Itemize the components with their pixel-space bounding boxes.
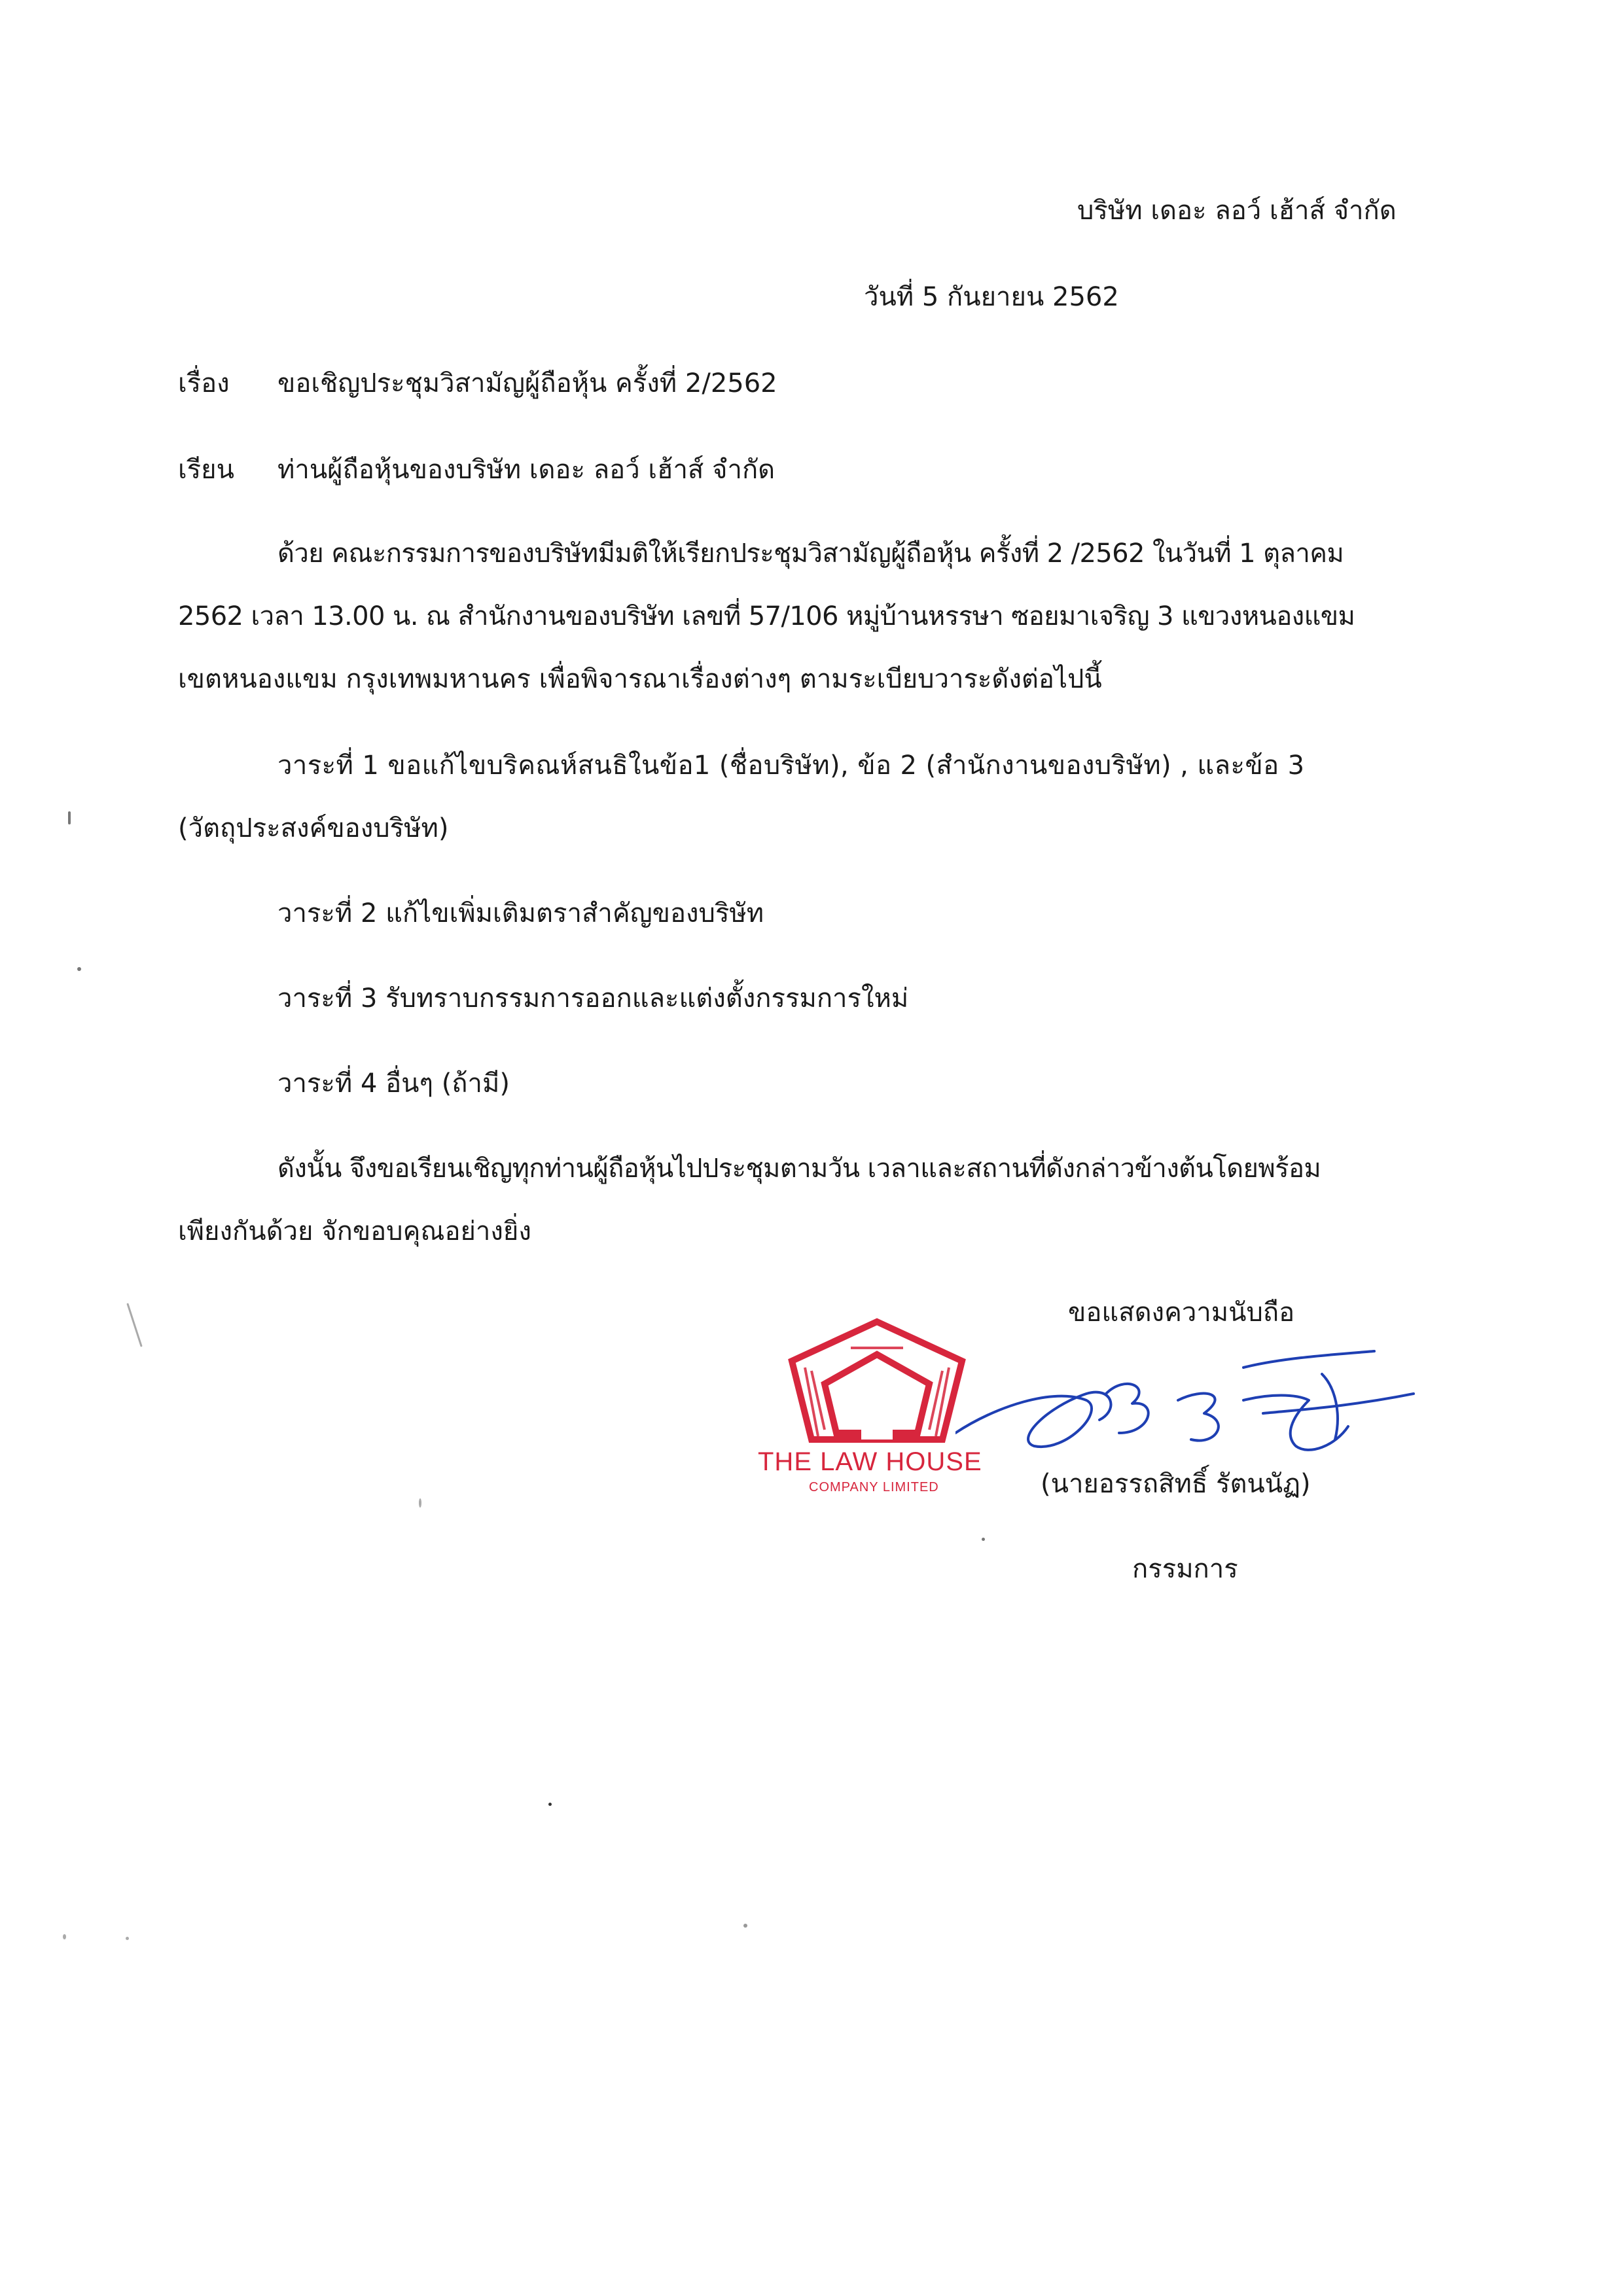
scan-speck	[63, 1934, 66, 1939]
recipient-label: เรียน	[178, 455, 234, 485]
letter-date: วันที่ 5 กันยายน 2562	[864, 282, 1119, 312]
stamp-company-name: THE LAW HOUSE	[758, 1447, 982, 1476]
handwritten-signature	[955, 1348, 1440, 1479]
signatory-name: (นายอรรถสิทธิ์ รัตนนัฏ)	[1041, 1469, 1311, 1499]
scan-speck	[126, 1303, 142, 1347]
agenda-1-line-2: (วัตถุประสงค์ของบริษัท)	[178, 813, 449, 843]
company-name-header: บริษัท เดอะ ลอว์ เฮ้าส์ จำกัด	[1077, 196, 1397, 226]
scan-speck	[77, 967, 81, 971]
agenda-3: วาระที่ 3 รับทราบกรรมการออกและแต่งตั้งกรรมการใหม่	[277, 983, 909, 1014]
stamp-company-suffix: COMPANY LIMITED	[809, 1480, 939, 1494]
scan-speck	[982, 1538, 985, 1541]
closing-line-1: ดังนั้น จึงขอเรียนเชิญทุกท่านผู้ถือหุ้นไปประชุมตามวัน เวลาและสถานที่ดังกล่าวข้างต้นโดยพร้อม	[277, 1154, 1321, 1184]
scan-speck	[68, 811, 71, 824]
agenda-2: วาระที่ 2 แก้ไขเพิ่มเติมตราสำคัญของบริษัท	[277, 898, 764, 928]
scan-speck	[743, 1924, 747, 1928]
intro-line-2: 2562 เวลา 13.00 น. ณ สำนักงานของบริษัท เลขที่ 57/106 หมู่บ้านหรรษา ซอยมาเจริญ 3 แขวงหนองแขม	[178, 601, 1355, 631]
recipient-text: ท่านผู้ถือหุ้นของบริษัท เดอะ ลอว์ เฮ้าส์ จำกัด	[277, 455, 776, 485]
scan-speck	[126, 1937, 129, 1940]
regards-text: ขอแสดงความนับถือ	[1068, 1298, 1295, 1328]
closing-line-2: เพียงกันด้วย จักขอบคุณอย่างยิ่ง	[178, 1216, 531, 1246]
subject-text: ขอเชิญประชุมวิสามัญผู้ถือหุ้น ครั้งที่ 2/2562	[277, 368, 777, 398]
scan-speck	[419, 1498, 421, 1508]
agenda-4: วาระที่ 4 อื่นๆ (ถ้ามี)	[277, 1069, 510, 1099]
intro-line-3: เขตหนองแขม กรุงเทพมหานคร เพื่อพิจารณาเรื่องต่างๆ ตามระเบียบวาระดังต่อไปนี้	[178, 664, 1102, 694]
subject-label: เรื่อง	[178, 368, 230, 398]
intro-line-1: ด้วย คณะกรรมการของบริษัทมีมติให้เรียกประชุมวิสามัญผู้ถือหุ้น ครั้งที่ 2 /2562 ในวันที่ 1 ตุลาคม	[277, 539, 1344, 569]
scan-speck	[548, 1803, 552, 1806]
signatory-position: กรรมการ	[1132, 1554, 1238, 1584]
agenda-1-line-1: วาระที่ 1 ขอแก้ไขบริคณห์สนธิในข้อ1 (ชื่อบริษัท), ข้อ 2 (สำนักงานของบริษัท) , และข้อ 3	[277, 751, 1305, 781]
